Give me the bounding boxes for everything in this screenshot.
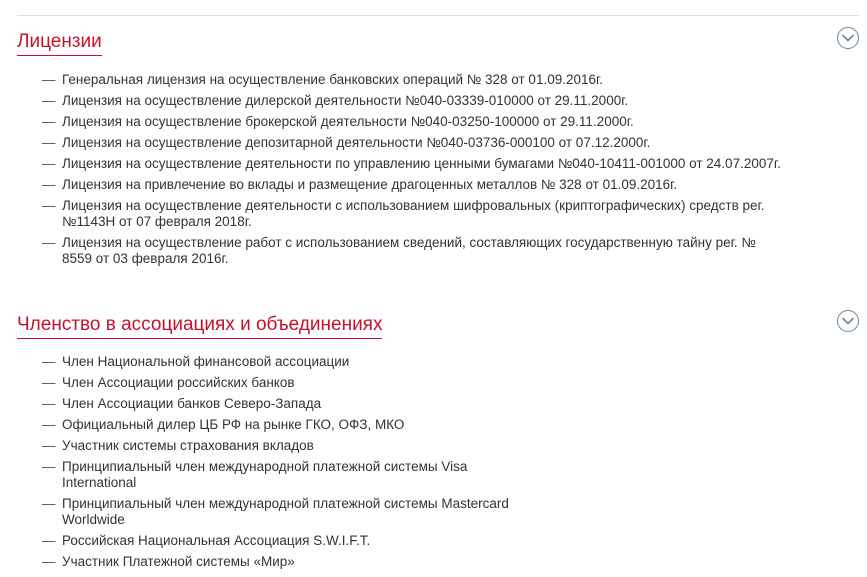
membership-list <box>42 354 522 575</box>
list-item <box>42 459 522 491</box>
membership-toggle-button[interactable] <box>837 310 859 332</box>
licenses-toggle-button[interactable] <box>837 27 859 49</box>
list-marker: — <box>42 114 56 129</box>
licenses-section <box>17 30 859 266</box>
list-marker: — <box>42 496 56 511</box>
list-marker: — <box>42 72 56 87</box>
list-marker: — <box>42 135 56 150</box>
list-item <box>42 533 522 549</box>
list-marker: — <box>42 417 56 432</box>
list-item-text: Лицензия на осуществление дилерской деятельности №040-03339-010000 от 29.11.2000г. <box>62 93 629 108</box>
list-item <box>42 198 782 230</box>
list-item <box>42 496 522 528</box>
list-item-text: Генеральная лицензия на осуществление банковских операций № 328 от 01.09.2016г. <box>62 72 604 87</box>
list-item-text: Лицензия на осуществление деятельности по управлению ценными бумагами №040-10411-001000 от 24.07.2007г. <box>62 156 781 171</box>
list-item-text: Участник Платежной системы «Мир» <box>62 554 295 569</box>
chevron-down-icon <box>842 317 854 325</box>
licenses-header[interactable] <box>17 30 859 60</box>
membership-section <box>17 313 859 569</box>
list-marker: — <box>42 533 56 548</box>
list-marker: — <box>42 459 56 474</box>
list-marker: — <box>42 93 56 108</box>
list-item <box>42 177 782 193</box>
list-item <box>42 554 522 570</box>
list-item <box>42 235 782 267</box>
list-marker: — <box>42 438 56 453</box>
list-item-text: Принципиальный член международной платежной системы Mastercard Worldwide <box>62 496 509 527</box>
top-divider <box>17 15 859 16</box>
list-item <box>42 93 782 109</box>
list-item <box>42 417 522 433</box>
list-item <box>42 375 522 391</box>
list-item-text: Член Ассоциации российских банков <box>62 375 295 390</box>
list-item-text: Лицензия на осуществление работ с использованием сведений, составляющих государственную тайну рег. № 8559 от 03 февраля 2016г. <box>62 235 756 266</box>
list-marker: — <box>42 156 56 171</box>
list-marker: — <box>42 554 56 569</box>
licenses-list <box>42 72 782 272</box>
list-item-text: Лицензия на осуществление депозитарной деятельности №040-03736-000100 от 07.12.2000г. <box>62 135 651 150</box>
list-item <box>42 72 782 88</box>
list-marker: — <box>42 198 56 213</box>
membership-header[interactable] <box>17 313 859 343</box>
list-item-text: Официальный дилер ЦБ РФ на рынке ГКО, ОФЗ, МКО <box>62 417 405 432</box>
chevron-down-icon <box>842 34 854 42</box>
list-item-text: Член Ассоциации банков Северо-Запада <box>62 396 322 411</box>
list-item-text: Член Национальной финансовой ассоциации <box>62 354 350 369</box>
list-marker: — <box>42 177 56 192</box>
list-item <box>42 438 522 454</box>
list-item <box>42 354 522 370</box>
list-item <box>42 135 782 151</box>
list-marker: — <box>42 375 56 390</box>
list-marker: — <box>42 396 56 411</box>
list-marker: — <box>42 354 56 369</box>
list-item-text: Участник системы страхования вкладов <box>62 438 314 453</box>
list-item-text: Лицензия на привлечение во вклады и размещение драгоценных металлов № 328 от 01.09.2016г. <box>62 177 678 192</box>
list-marker: — <box>42 235 56 250</box>
list-item <box>42 156 782 172</box>
licenses-title[interactable]: Лицензии <box>17 30 102 56</box>
list-item-text: Российская Национальная Ассоциация S.W.I.F.T. <box>62 533 371 548</box>
list-item <box>42 396 522 412</box>
list-item-text: Принципиальный член международной платежной системы Visa International <box>62 459 468 490</box>
list-item-text: Лицензия на осуществление брокерской деятельности №040-03250-100000 от 29.11.2000г. <box>62 114 634 129</box>
list-item-text: Лицензия на осуществление деятельности с использованием шифровальных (криптографических) средств рег. №1143Н от 07 февраля 2018г. <box>62 198 765 229</box>
list-item <box>42 114 782 130</box>
membership-title[interactable]: Членство в ассоциациях и объединениях <box>17 313 382 339</box>
